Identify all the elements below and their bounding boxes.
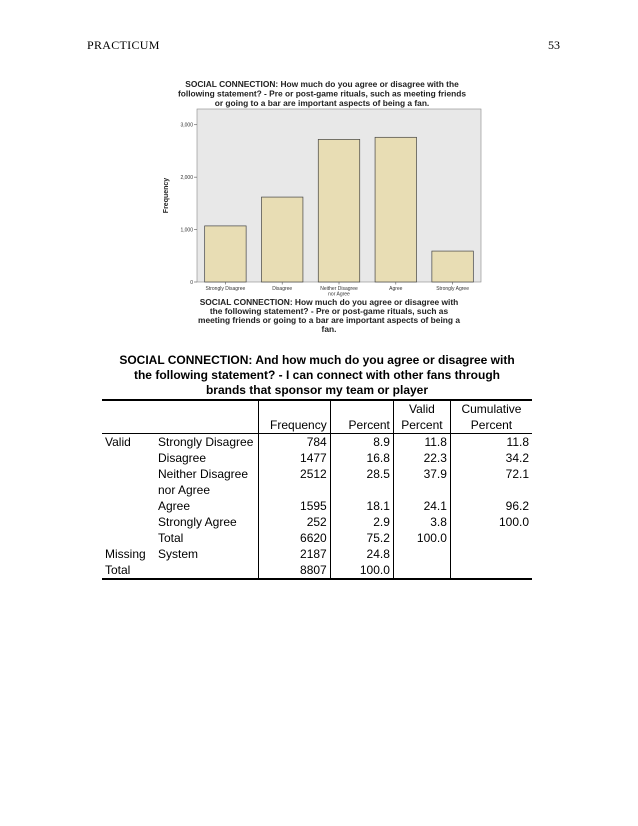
row-group: Missing <box>105 547 146 561</box>
chart-title-line: SOCIAL CONNECTION: How much do you agree or disagree with the <box>185 79 459 89</box>
x-axis-label-line: meeting friends or going to a bar are important aspects of being a <box>198 315 460 325</box>
cell-valid-percent: 11.8 <box>393 434 450 451</box>
row-label: Agree <box>157 499 191 513</box>
row-group <box>102 498 155 514</box>
x-tick-label: Strongly Agree <box>436 286 470 292</box>
bar <box>261 197 302 282</box>
cell-frequency: 2512 <box>259 466 330 498</box>
y-tick-label: 2,000 <box>180 175 193 182</box>
x-tick-label: Agree <box>389 286 403 292</box>
col-header-frequency: Frequency <box>259 401 330 434</box>
x-tick-label: Strongly Disagree <box>205 286 246 292</box>
x-axis-label-line: the following statement? - Pre or post-game rituals, such as <box>209 306 449 316</box>
chart-title-line: or going to a bar are important aspects of being a fan. <box>214 98 430 108</box>
table-row <box>102 562 532 579</box>
cell-valid-percent <box>393 562 450 579</box>
cell-frequency: 8807 <box>259 562 330 579</box>
cell-frequency: 6620 <box>259 530 330 546</box>
table-header-row <box>102 401 532 434</box>
col-header-valid-percent: Valid Percent <box>393 401 450 434</box>
cell-percent: 8.9 <box>330 434 393 451</box>
row-label: Disagree <box>157 451 207 465</box>
page-number: 53 <box>548 38 560 52</box>
table-row <box>102 450 532 466</box>
frequency-table-block <box>102 353 532 580</box>
table-row <box>102 434 532 451</box>
cell-frequency: 784 <box>259 434 330 451</box>
row-label <box>155 562 259 579</box>
bar <box>205 226 246 282</box>
row-label: System <box>157 547 198 561</box>
cell-valid-percent: 22.3 <box>393 450 450 466</box>
col-header-cumulative-percent: Cumulative Percent <box>450 401 532 434</box>
running-header: PRACTICUM <box>87 38 160 52</box>
cell-cumulative-percent: 11.8 <box>450 434 532 451</box>
table-row <box>102 514 532 530</box>
row-label: Strongly Disagree <box>157 435 254 449</box>
table-row <box>102 466 532 498</box>
row-group: Valid <box>105 435 131 449</box>
table-row <box>102 530 532 546</box>
table-title-line: brands that sponsor my team or player <box>205 383 429 397</box>
cell-cumulative-percent: 72.1 <box>450 466 532 498</box>
table-row <box>102 546 532 562</box>
row-label: Strongly Agree <box>157 515 237 529</box>
cell-percent: 16.8 <box>330 450 393 466</box>
x-tick-label: Neither Disagree <box>320 286 358 292</box>
cell-frequency: 252 <box>259 514 330 530</box>
cell-percent: 28.5 <box>330 466 393 498</box>
y-tick-label: 0 <box>190 280 193 286</box>
cell-cumulative-percent <box>450 530 532 546</box>
cell-percent: 18.1 <box>330 498 393 514</box>
cell-percent: 2.9 <box>330 514 393 530</box>
x-tick-label: Disagree <box>272 286 293 292</box>
cell-percent: 75.2 <box>330 530 393 546</box>
table-title-line: SOCIAL CONNECTION: And how much do you agree or disagree with <box>119 353 515 367</box>
x-tick-label: nor Agree <box>328 291 350 298</box>
bar <box>375 137 416 282</box>
table-title <box>102 353 532 398</box>
table-title-line: the following statement? - I can connect with other fans through <box>133 368 500 382</box>
row-group <box>102 450 155 466</box>
row-group: Total <box>102 562 155 579</box>
row-group <box>102 466 155 498</box>
cell-valid-percent: 100.0 <box>393 530 450 546</box>
col-header-percent: Percent <box>330 401 393 434</box>
frequency-table <box>102 399 532 580</box>
cell-percent: 100.0 <box>330 562 393 579</box>
y-tick-label: 1,000 <box>180 227 193 234</box>
cell-cumulative-percent: 100.0 <box>450 514 532 530</box>
cell-frequency: 2187 <box>259 546 330 562</box>
y-axis-label: Frequency <box>163 177 170 214</box>
bar <box>432 251 473 282</box>
bar-chart-figure <box>157 77 487 340</box>
cell-cumulative-percent: 34.2 <box>450 450 532 466</box>
bar <box>318 139 359 282</box>
x-axis-label-line: fan. <box>321 324 337 334</box>
cell-cumulative-percent <box>450 546 532 562</box>
cell-valid-percent: 37.9 <box>393 466 450 498</box>
cell-valid-percent: 3.8 <box>393 514 450 530</box>
cell-valid-percent <box>393 546 450 562</box>
x-axis-label-line: SOCIAL CONNECTION: How much do you agree or disagree with <box>199 297 459 307</box>
row-label: Total <box>157 531 184 545</box>
chart-title-line: following statement? - Pre or post-game rituals, such as meeting friends <box>177 88 467 99</box>
table-row <box>102 498 532 514</box>
y-tick-label: 3,000 <box>180 122 193 129</box>
cell-frequency: 1477 <box>259 450 330 466</box>
cell-frequency: 1595 <box>259 498 330 514</box>
bar-chart <box>157 77 487 340</box>
cell-valid-percent: 24.1 <box>393 498 450 514</box>
cell-cumulative-percent <box>450 562 532 579</box>
row-label: Neither Disagree nor Agree <box>157 467 249 497</box>
cell-percent: 24.8 <box>330 546 393 562</box>
row-group <box>102 514 155 530</box>
row-group <box>102 530 155 546</box>
cell-cumulative-percent: 96.2 <box>450 498 532 514</box>
